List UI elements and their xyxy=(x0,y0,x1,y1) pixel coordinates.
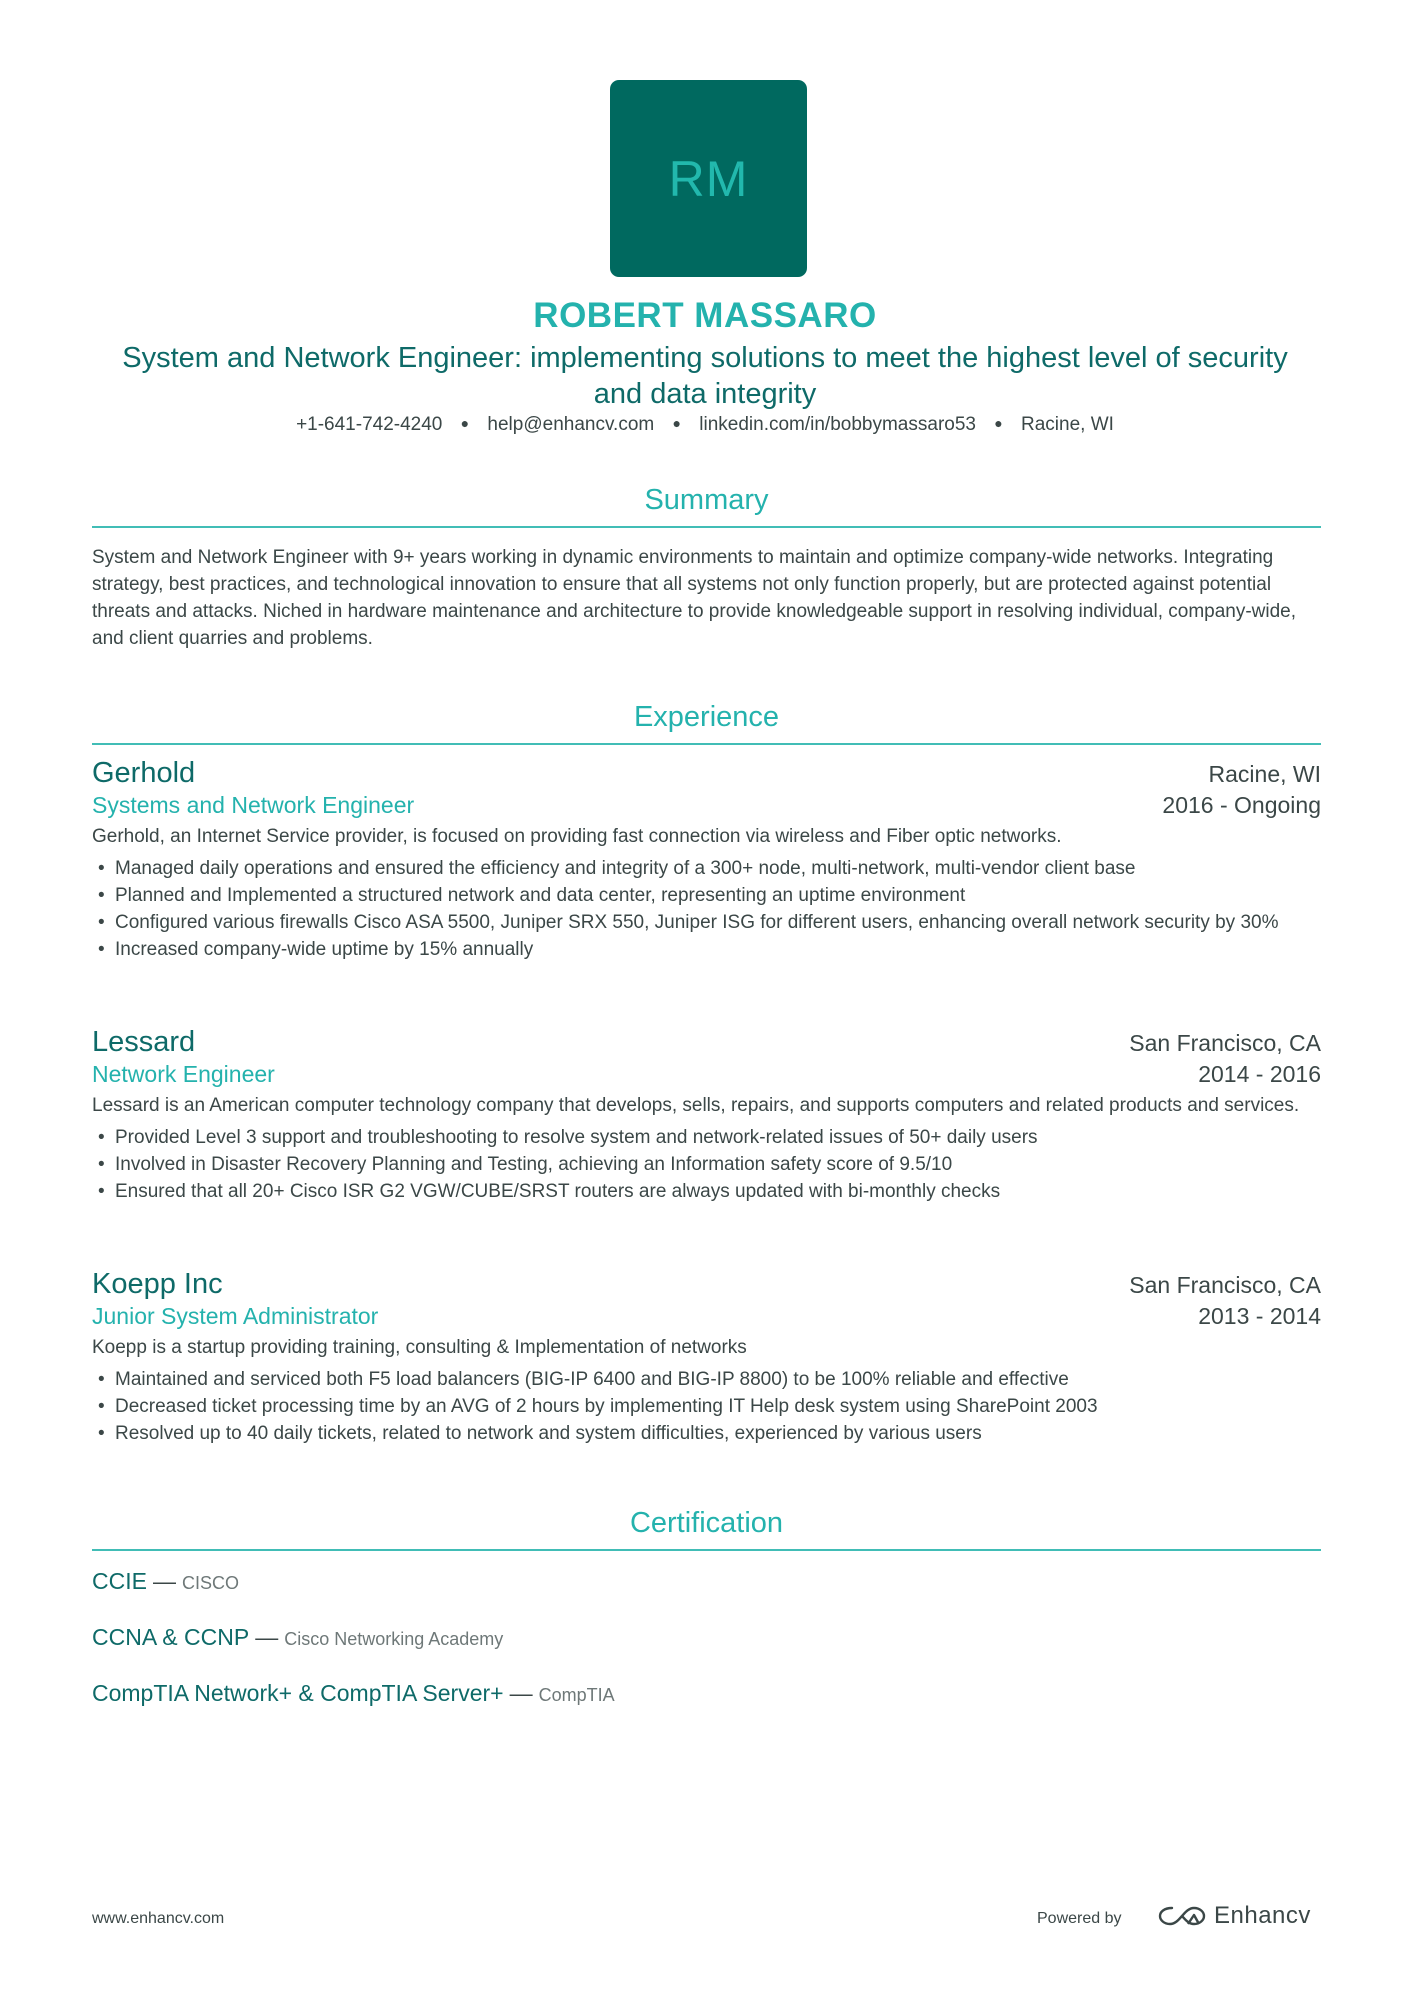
certification-name: CompTIA Network+ & CompTIA Server+ xyxy=(92,1680,504,1706)
summary-text: System and Network Engineer with 9+ years working in dynamic environments to maintain and optimize company-wide networks. Integrating strategy, best practices, and technological innovation to ensure that all systems not only function properly, but are protected against potential threats and attacks. Niched in hardware maintenance and architecture to provide knowledgeable support in resolving individual, company-wide, and client quarries and problems. xyxy=(92,547,1297,649)
list-item: • Maintained and serviced both F5 load balancers (BIG-IP 6400 and BIG-IP 8800) to be 100% reliable and effective xyxy=(92,1366,1321,1393)
summary-heading: Summary xyxy=(644,484,769,516)
job-dates: 2016 - Ongoing xyxy=(1162,792,1321,818)
experience-divider xyxy=(92,743,1321,745)
company-name: Lessard xyxy=(92,1026,196,1058)
achievement-list xyxy=(92,855,1321,963)
list-item: • Resolved up to 40 daily tickets, related to network and system difficulties, experienced by various users xyxy=(92,1420,1321,1447)
avatar xyxy=(610,80,807,277)
list-item: • Decreased ticket processing time by an AVG of 2 hours by implementing IT Help desk system using SharePoint 2003 xyxy=(92,1393,1321,1420)
job-title: Systems and Network Engineer xyxy=(92,792,415,818)
company-name: Koepp Inc xyxy=(92,1268,223,1300)
certification-name: CCIE xyxy=(92,1568,147,1594)
phone[interactable]: +1-641-742-4240 xyxy=(296,414,443,435)
job-title: Junior System Administrator xyxy=(92,1303,379,1329)
list-item: • Provided Level 3 support and troubleshooting to resolve system and network-related issues of 50+ daily users xyxy=(92,1124,1321,1151)
enhancv-logo[interactable] xyxy=(1158,1900,1311,1932)
headline: System and Network Engineer: implementing solutions to meet the highest level of security and data integrity xyxy=(122,342,1288,410)
job-location: San Francisco, CA xyxy=(1129,1272,1321,1298)
job-entry-lessard xyxy=(92,1026,1321,1205)
contact-line xyxy=(0,414,1410,436)
contact-location: Racine, WI xyxy=(1021,414,1114,435)
certification-item xyxy=(92,1568,1321,1595)
list-item: • Configured various firewalls Cisco ASA 5500, Juniper SRX 550, Juniper ISG for different users, enhancing overall network security by 30% xyxy=(92,909,1321,936)
experience-heading: Experience xyxy=(633,701,780,733)
company-name: Gerhold xyxy=(92,757,196,789)
footer-website-link[interactable]: www.enhancv.com xyxy=(92,1910,225,1927)
certification-name: CCNA & CCNP xyxy=(92,1624,250,1650)
list-item: • Increased company-wide uptime by 15% annually xyxy=(92,936,1321,963)
job-entry-gerhold xyxy=(92,757,1321,963)
linkedin-link[interactable]: linkedin.com/in/bobbymassaro53 xyxy=(699,414,976,435)
job-title: Network Engineer xyxy=(92,1061,275,1087)
powered-by-label: Powered by xyxy=(1037,1910,1122,1927)
avatar-initials: RM xyxy=(668,150,749,207)
list-item: • Ensured that all 20+ Cisco ISR G2 VGW/CUBE/SRST routers are always updated with bi-monthly checks xyxy=(92,1178,1321,1205)
list-item: • Involved in Disaster Recovery Planning and Testing, achieving an Information safety score of 9.5/10 xyxy=(92,1151,1321,1178)
certification-divider xyxy=(92,1549,1321,1551)
certification-issuer: Cisco Networking Academy xyxy=(284,1629,504,1649)
summary-divider xyxy=(92,526,1321,528)
company-description: Lessard is an American computer technology company that develops, sells, repairs, and supports computers and related products and services. xyxy=(92,1095,1300,1116)
email-link[interactable]: help@enhancv.com xyxy=(487,414,655,435)
certification-issuer: CISCO xyxy=(181,1573,239,1593)
job-dates: 2014 - 2016 xyxy=(1198,1061,1321,1087)
em-dash: — xyxy=(152,1568,176,1594)
job-entry-koepp xyxy=(92,1268,1321,1447)
enhancv-logo-icon xyxy=(1158,1904,1206,1928)
company-description: Koepp is a startup providing training, consulting & Implementation of networks xyxy=(92,1337,747,1358)
separator-dot: ● xyxy=(460,415,470,431)
job-location: San Francisco, CA xyxy=(1129,1030,1321,1056)
em-dash: — xyxy=(509,1680,533,1706)
certification-issuer: CompTIA xyxy=(538,1685,615,1705)
separator-dot: ● xyxy=(994,415,1003,431)
certification-item xyxy=(92,1624,1321,1651)
enhancv-wordmark: Enhancv xyxy=(1214,1902,1311,1929)
achievement-list xyxy=(92,1366,1321,1447)
em-dash: — xyxy=(255,1624,279,1650)
list-item: • Managed daily operations and ensured the efficiency and integrity of a 300+ node, multi-network, multi-vendor client base xyxy=(92,855,1321,882)
certification-heading: Certification xyxy=(629,1507,784,1539)
achievement-list xyxy=(92,1124,1321,1205)
job-dates: 2013 - 2014 xyxy=(1198,1303,1321,1329)
candidate-name: ROBERT MASSARO xyxy=(533,296,877,335)
list-item: • Planned and Implemented a structured network and data center, representing an uptime environment xyxy=(92,882,1321,909)
certification-item xyxy=(92,1680,1321,1707)
company-description: Gerhold, an Internet Service provider, is focused on providing fast connection via wireless and Fiber optic networks. xyxy=(92,826,1062,847)
job-location: Racine, WI xyxy=(1208,761,1321,787)
separator-dot: ● xyxy=(672,415,681,431)
